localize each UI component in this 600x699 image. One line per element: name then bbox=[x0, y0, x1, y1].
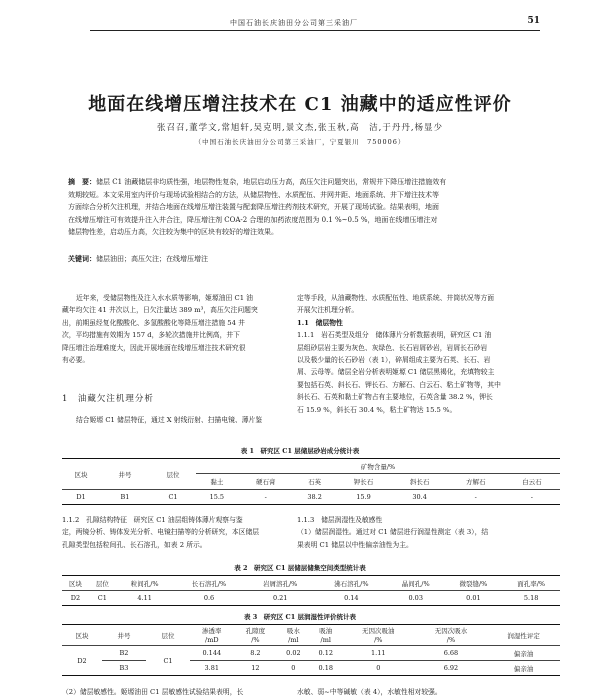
abstract-line: 储层 C1 油藏储层非均质性强，地层物性复杂，地层启动压力高，高压欠注问题突出，常规井下降压增注措施效有 bbox=[96, 178, 447, 186]
table2-caption: 表 2 研究区 C1 层储层储集空间类型统计表 bbox=[234, 564, 366, 572]
table3-cell: 8.2 bbox=[234, 646, 278, 661]
abstract-line: 效期较短。本文采用室内评价与现场试验相结合的方法，从储层物性、水质配伍、井网井距、地面系统、井下增注技术等 bbox=[68, 190, 439, 199]
keywords bbox=[68, 254, 208, 264]
left-column-para2 bbox=[62, 414, 290, 426]
body-line: 藏年均欠注 41 井次以上，日欠注量达 389 m³，高压欠注问题突 bbox=[62, 306, 258, 315]
right-column bbox=[297, 292, 559, 416]
body-line: 开展欠注机理分析。 bbox=[297, 306, 359, 315]
body-line: 1.1.2 孔隙结构特征 研究区 C1 油层组铸体薄片观察与鉴 bbox=[62, 516, 243, 524]
body-line: 果表明 C1 储层以中性偏亲油性为主。 bbox=[297, 540, 413, 549]
table2-header: 沸石溶孔/% bbox=[316, 576, 387, 591]
section-heading: 1 油藏欠注机理分析 bbox=[62, 394, 154, 404]
author-list: 张召召,董学文,常旭轩,吴克明,景文杰,张玉秋,高 洁,于丹丹,杨显少 bbox=[156, 123, 444, 133]
body-line: 近年来，受储层物性及注入水水质等影响，姬塬油田 C1 油 bbox=[76, 294, 253, 302]
table1-group-header: 矿物含量/% bbox=[196, 459, 560, 474]
abstract-line: 在线增压增注可有效提升注入井合注，降压增注剂 COA-2 合理的加药浓度范围为 0.1 %~0.5 %，地面在线增压增注对 bbox=[68, 215, 438, 224]
body-line: 次，平均措施有效期为 157 d，多轮次措施井比例高，井下 bbox=[62, 331, 240, 340]
body-line: 定等手段，从油藏物性、水质配伍性、地质系统、井筒状况等方面 bbox=[297, 294, 495, 302]
body-line: 以及极少量的长石砂岩（表 1），碎屑组成主要为石英、长石、岩 bbox=[297, 356, 491, 365]
table3-cell: 0 bbox=[376, 664, 381, 672]
body-line: 石 15.9 %，斜长石 30.4 %，粘土矿物达 15.5 %。 bbox=[297, 405, 457, 414]
table2-cell: 0.6 bbox=[203, 594, 215, 602]
subsection-heading: 1.1 储层物性 bbox=[297, 318, 343, 327]
table1-cell: - bbox=[530, 493, 533, 501]
table1-subheader: 白云石 bbox=[504, 474, 560, 490]
table3-caption: 表 3 研究区 C1 层润湿性评价统计表 bbox=[243, 613, 356, 621]
table3-cell: 偏亲油 bbox=[487, 646, 560, 661]
table1-subheader: 钾长石 bbox=[335, 474, 391, 490]
table1-cell: C1 bbox=[168, 493, 178, 501]
table2-header: 长石溶孔/% bbox=[173, 576, 244, 591]
table2-header: 粒间孔/% bbox=[116, 576, 174, 591]
table3-cell: 0.12 bbox=[310, 646, 342, 661]
table3-cell: D2 bbox=[62, 646, 102, 676]
table1-header: 区块 bbox=[62, 459, 100, 490]
table3-header: 无因次吸水 bbox=[434, 626, 468, 635]
body-line: （2）储层敏感性。姬塬油田 C1 层敏感性试验结果表明，长 bbox=[62, 688, 244, 696]
body-line: 出，前期虽经复化酸酸化、多氢酸酸化等降压增注措施 54 井 bbox=[62, 318, 245, 327]
keywords-text: 储层油田；高压欠注；在线增压增注 bbox=[96, 255, 208, 263]
table-row bbox=[62, 661, 560, 676]
table3-cell: B3 bbox=[119, 664, 129, 672]
body-line: 斜长石、石英和黏土矿物占有主要地位，石英含量 38.2 %，钾长 bbox=[297, 393, 493, 402]
table3-header: 孔隙度 bbox=[245, 626, 266, 635]
table1-cell: 15.9 bbox=[356, 493, 371, 501]
abstract-label: 摘 要： bbox=[68, 177, 96, 186]
table3-header: 区块 bbox=[62, 625, 102, 646]
abstract-line: 方面综合分析欠注机理，并结合地面在线增压增注装置与配套降压增注药剂技术研究，开展了现场试验。结果表明，地面 bbox=[68, 203, 439, 211]
journal-name: 中国石油长庆油田分公司第三采油厂 bbox=[230, 19, 358, 27]
table3-unit: /ml bbox=[277, 635, 309, 646]
table-row bbox=[62, 646, 560, 661]
table2-cell: 0.14 bbox=[344, 594, 359, 602]
body-line: 定，两镜分析、铸体发光分析、电镜扫描等的分析研究，本区储层 bbox=[62, 528, 260, 537]
table3-cell: 0.18 bbox=[318, 664, 333, 672]
table3-header: 吸水 bbox=[286, 626, 300, 635]
body-line: （1）储层润湿性。通过对 C1 储层进行润湿性测定（表 3），结 bbox=[297, 528, 489, 537]
table3-header: 层位 bbox=[146, 625, 190, 646]
table2-cell: 0.03 bbox=[408, 594, 423, 602]
left-column-intro bbox=[62, 292, 290, 366]
running-header bbox=[90, 16, 540, 31]
pore-structure-text bbox=[62, 514, 290, 551]
table2 bbox=[62, 575, 560, 606]
table3-unit: /% bbox=[234, 635, 278, 646]
affiliation: （中国石油长庆油田分公司第三采油厂，宁夏银川 750006） bbox=[194, 138, 406, 146]
table1-cell: 38.2 bbox=[307, 493, 322, 501]
table1-cell: B1 bbox=[120, 493, 130, 501]
wettability-text bbox=[297, 514, 559, 551]
table3-header: 无因次吸油 bbox=[362, 626, 395, 635]
table1-subheader: 黏土 bbox=[196, 474, 238, 490]
body-line: 1.1.1 岩石类型及组分 储体薄片分析数据表明，研究区 C1 油 bbox=[297, 331, 492, 340]
table3-unit: /ml bbox=[310, 635, 342, 646]
abstract-line: 储层物性差，启动压力高，欠注较为集中的区块有较好的增注效果。 bbox=[68, 228, 278, 236]
table1-header: 层位 bbox=[150, 459, 196, 490]
abstract bbox=[68, 176, 538, 239]
table3-cell: 0.144 bbox=[190, 646, 234, 661]
table2-header: 岩屑溶孔/% bbox=[245, 576, 316, 591]
body-line: 要包括石英、斜长石、钾长石、方解石、白云石、粘土矿物等，其中 bbox=[297, 380, 501, 389]
page-number: 51 bbox=[527, 16, 540, 26]
table3-header: 渗透率 bbox=[202, 626, 222, 635]
table3-cell: 偏亲油 bbox=[513, 664, 534, 673]
table-row bbox=[62, 490, 560, 505]
table3-unit: /mD bbox=[190, 635, 234, 646]
table3-unit: /% bbox=[415, 635, 488, 646]
table3-cell: 12 bbox=[251, 664, 260, 672]
table1-subheader: 硬石膏 bbox=[238, 474, 294, 490]
table2-cell: 0.21 bbox=[272, 594, 288, 602]
table1-cell: D1 bbox=[76, 493, 86, 501]
table3-cell: 0.02 bbox=[277, 646, 309, 661]
table1-subheader: 斜长石 bbox=[392, 474, 448, 490]
body-line: 孔隙类型包括粒间孔、长石溶孔，如表 2 所示。 bbox=[62, 540, 207, 549]
table3-header: 润湿性评定 bbox=[487, 625, 560, 646]
body-line: 降压增注治理难度大，因此开展地面在线增压增注技术研究很 bbox=[62, 343, 246, 352]
table1-cell: - bbox=[474, 493, 477, 501]
article-title: 地面在线增压增注技术在 C1 油藏中的适应性评价 bbox=[88, 94, 512, 115]
table2-cell: 5.18 bbox=[523, 594, 539, 602]
table2-cell: 0.01 bbox=[466, 594, 481, 602]
body-line: 层组砂层岩主要为灰色、灰绿色、长石岩屑砂岩，岩屑长石砂岩 bbox=[297, 343, 488, 352]
table2-cell: D2 bbox=[70, 594, 81, 602]
table1-subheader: 方解石 bbox=[448, 474, 504, 490]
table1-header: 井号 bbox=[100, 459, 150, 490]
table1-cell: - bbox=[264, 493, 267, 501]
table3-cell: B2 bbox=[102, 646, 146, 661]
table2-cell: C1 bbox=[97, 594, 107, 602]
table3-header: 井号 bbox=[102, 625, 146, 646]
body-line: 水敏、弱~中等碱敏（表 4），水敏性相对较强。 bbox=[297, 688, 442, 696]
table2-cell: 4.11 bbox=[137, 594, 152, 602]
table2-header: 晶间孔/% bbox=[387, 576, 445, 591]
table3-cell: 1.11 bbox=[342, 646, 415, 661]
body-line: 1.1.3 储层润湿性及敏感性 bbox=[297, 516, 383, 524]
table2-header: 微裂缝/% bbox=[445, 576, 503, 591]
table3 bbox=[62, 624, 560, 676]
table1-cell: 30.4 bbox=[412, 493, 427, 501]
body-line: 有必要。 bbox=[62, 356, 90, 365]
table2-header: 面孔率/% bbox=[502, 576, 560, 591]
table3-unit: /% bbox=[342, 635, 415, 646]
table2-header: 层位 bbox=[89, 576, 116, 591]
table3-header: 吸油 bbox=[319, 626, 333, 635]
table3-cell: 6.92 bbox=[443, 664, 459, 672]
table1-subheader: 石英 bbox=[294, 474, 336, 490]
body-line: 屑、云母等。储层全岩分析表明姬塬 C1 储层黑褐化，充填物较主 bbox=[297, 368, 495, 377]
table3-cell: 3.81 bbox=[204, 664, 220, 672]
table3-cell: C1 bbox=[146, 646, 190, 676]
table1 bbox=[62, 458, 560, 505]
keywords-label: 关键词： bbox=[68, 254, 96, 263]
body-line: 结合姬塬 C1 储层特征，通过 X 射线衍射、扫描电镜、薄片鉴 bbox=[76, 416, 263, 424]
table3-cell: 6.68 bbox=[415, 646, 488, 661]
table1-cell: 15.5 bbox=[209, 493, 225, 501]
table1-caption: 表 1 研究区 C1 层储层砂岩成分统计表 bbox=[240, 447, 360, 455]
table-row bbox=[62, 591, 560, 606]
table2-header: 区块 bbox=[62, 576, 89, 591]
table3-cell: 0 bbox=[291, 664, 296, 672]
